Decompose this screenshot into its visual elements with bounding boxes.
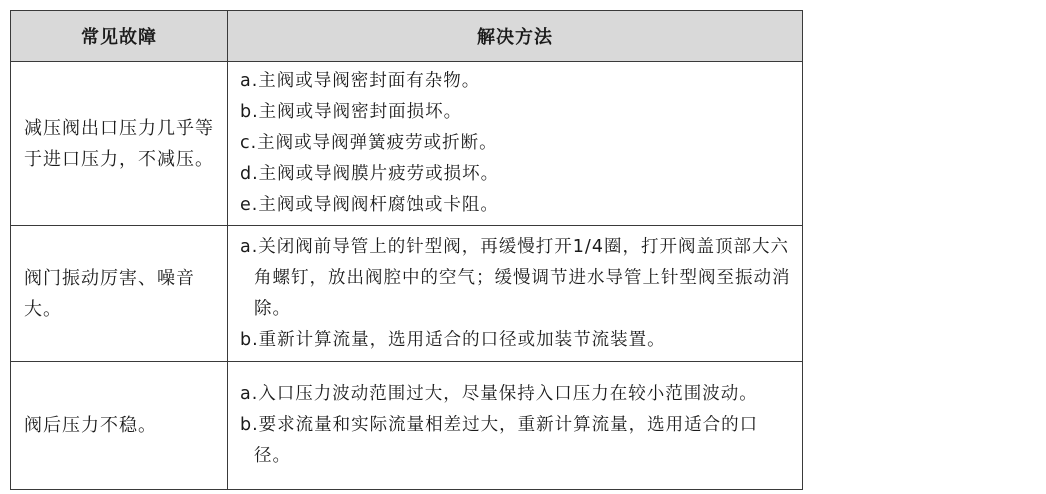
solution-item: b.重新计算流量，选用适合的口径或加装节流装置。 — [240, 329, 666, 350]
fault-cell: 减压阀出口压力几乎等于进口压力，不减压。 — [11, 62, 228, 226]
solution-item: a.入口压力波动范围过大，尽量保持入口压力在较小范围波动。 — [240, 384, 758, 404]
table-row — [11, 362, 803, 490]
fault-solution-table — [10, 10, 803, 490]
solution-cell — [228, 226, 803, 362]
header-row — [11, 11, 803, 62]
solution-cell — [228, 362, 803, 490]
solution-item: b.主阀或导阀密封面损坏。 — [240, 102, 463, 122]
header-fault: 常见故障 — [11, 11, 228, 62]
solution-item: c.主阀或导阀弹簧疲劳或折断。 — [240, 133, 498, 153]
solution-item: b.要求流量和实际流量相差过大，重新计算流量，选用适合的口径。 — [240, 415, 759, 466]
table-row — [11, 226, 803, 362]
table-header — [11, 11, 803, 62]
solution-cell — [228, 62, 803, 226]
solution-item: e.主阀或导阀阀杆腐蚀或卡阻。 — [240, 195, 499, 215]
header-solution: 解决方法 — [228, 11, 803, 62]
solution-item: d.主阀或导阀膜片疲劳或损坏。 — [240, 164, 500, 184]
fault-cell: 阀门振动厉害、噪音大。 — [11, 226, 228, 362]
solution-item: a.主阀或导阀密封面有杂物。 — [240, 71, 481, 91]
solution-item: a.关闭阀前导管上的针型阀，再缓慢打开1/4圈，打开阀盖顶部大六角螺钉，放出阀腔中的空气；缓慢调节进水导管上针型阀至振动消除。 — [240, 236, 791, 319]
fault-cell: 阀后压力不稳。 — [11, 362, 228, 490]
table-row — [11, 62, 803, 226]
table-body — [11, 62, 803, 490]
